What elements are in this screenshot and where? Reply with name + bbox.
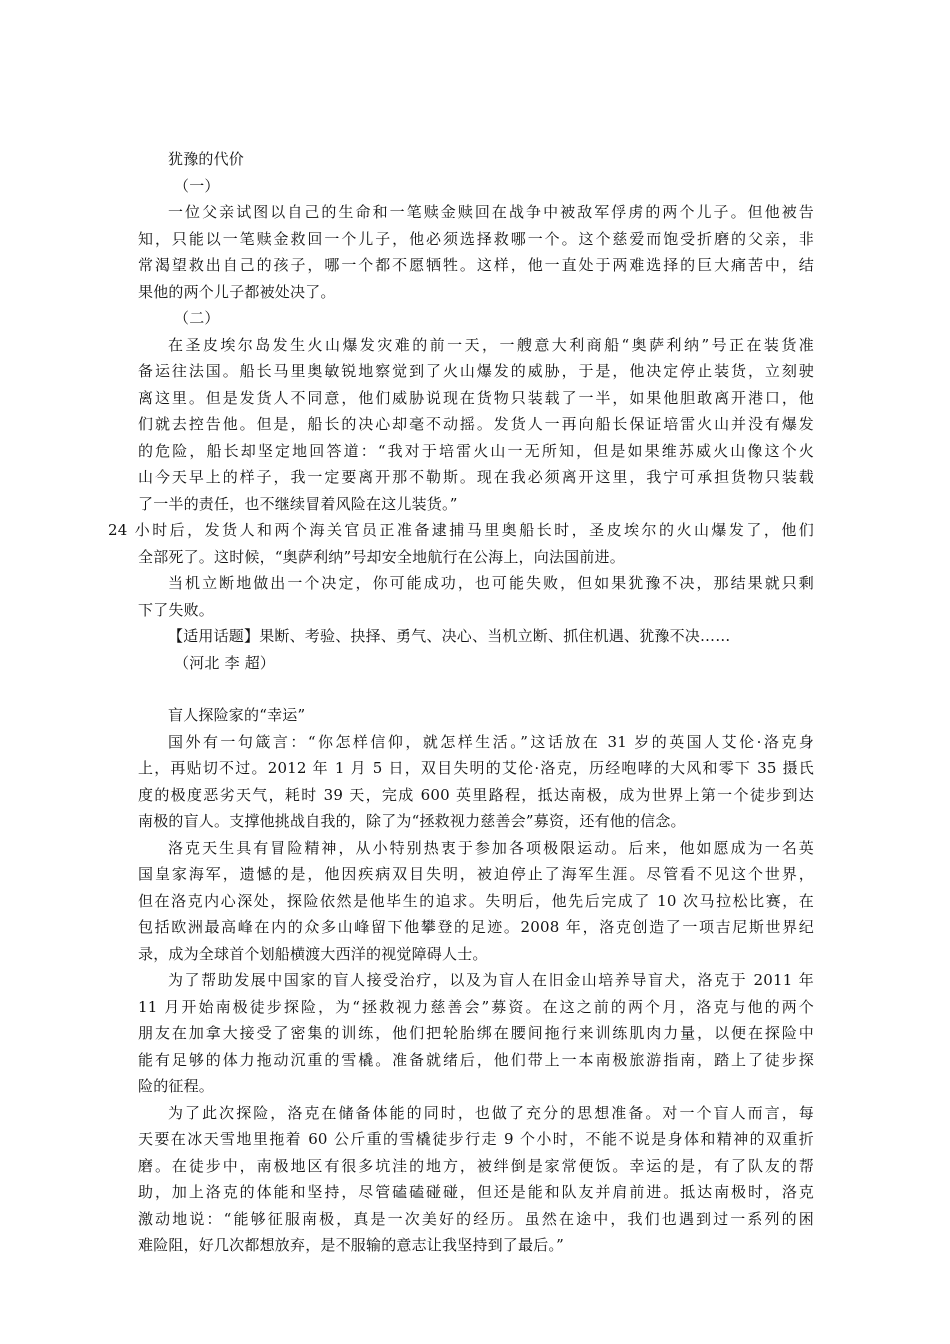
paragraph-father — [138, 199, 814, 305]
paragraph-line: 南极的盲人。支撑他挑战自我的，除了为“拯救视力慈善会”募资，还有他的信念。 — [138, 812, 686, 830]
paragraph-conclusion — [138, 570, 814, 623]
paragraph-line: 国皇家海军，遗憾的是，他因疾病双目失明，被迫停止了海军生涯。尽管看不见这个世界， — [138, 865, 814, 883]
paragraph-line: 包括欧洲最高峰在内的众多山峰留下他攀登的足迹。2008 年，洛克创造了一项吉尼斯世界纪 — [138, 918, 814, 936]
paragraph-line: 在圣皮埃尔岛发生火山爆发灾难的前一天，一艘意大利商船“奥萨利纳”号正在装货准 — [168, 335, 814, 354]
paragraph-line: 果他的两个儿子都被处决了。 — [138, 282, 336, 301]
paragraph-intro — [138, 729, 814, 835]
paragraph-line: 山今天早上的样子，我一定要离开那不勒斯。现在我必须离开这里，我宁可承担货物只装载 — [138, 468, 814, 486]
paragraph-preparation — [138, 967, 814, 1100]
paragraph-line: 离这里。但是发货人不同意，他们威胁说现在货物只装载了一半，如果他胆敢离开港口，他 — [138, 388, 814, 407]
document-page — [108, 146, 814, 1259]
paragraph-line: 常渴望救出自己的孩子，哪一个都不愿牺牲。这样，他一直处于两难选择的巨大痛苦中，结 — [138, 256, 814, 274]
paragraph-line: 了一半的责任，也不继续冒着风险在这儿装货。” — [138, 494, 458, 513]
paragraph-line: 险的征程。 — [138, 1077, 215, 1095]
paragraph-line: 录，成为全球首个划船横渡大西洋的视觉障碍人士。 — [138, 944, 488, 963]
paragraph-line: 助，加上洛克的体能和坚持，尽管磕磕碰碰，但还是能和队友并肩前进。抵达南极时，洛克 — [138, 1183, 814, 1201]
topics-line: 【适用话题】果断、考验、抉择、勇气、决心、当机立断、抓住机遇、犹豫不决…… — [168, 627, 731, 645]
article-title-blind-explorer: 盲人探险家的“幸运” — [168, 706, 306, 724]
paragraph-line: 的危险，船长却坚定地回答道：“我对于培雷火山一无所知，但是如果维苏威火山像这个火 — [138, 441, 814, 460]
paragraph-line: 上，再贴切不过。2012 年 1 月 5 日，双目失明的艾伦·洛克，历经咆哮的大风和零下 35 摄氏 — [138, 759, 814, 777]
paragraph-line: 为了帮助发展中国家的盲人接受治疗，以及为盲人在旧金山培养导盲犬，洛克于 2011 年 — [168, 971, 814, 989]
paragraph-line: 难险阻，好几次都想放弃，是不服输的意志让我坚持到了最后。” — [138, 1236, 564, 1254]
paragraph-line: 11 月开始南极徒步探险，为“拯救视力慈善会”募资。在这之前的两个月，洛克与他的两个 — [138, 997, 814, 1016]
paragraph-line: 备运往法国。船长马里奥敏锐地察觉到了火山爆发的威胁，于是，他决定停止装货，立刻驶 — [138, 362, 814, 380]
paragraph-line: 全部死了。这时候，“奥萨利纳”号却安全地航行在公海上，向法国前进。 — [138, 547, 625, 566]
paragraph-line: 们就去控告他。但是，船长的决心却毫不动摇。发货人一再向船长保证培雷火山并没有爆发 — [138, 415, 814, 433]
paragraph-background — [138, 835, 814, 968]
paragraph-eruption — [108, 517, 814, 570]
paragraph-line: 知，只能以一笔赎金救回一个儿子，他必须选择救哪一个。这个慈爱而饱受折磨的父亲，非 — [138, 229, 814, 248]
article-title-hesitation: 犹豫的代价 — [168, 150, 245, 168]
paragraph-line: 激动地说：“能够征服南极，真是一次美好的经历。虽然在途中，我们也遇到过一系列的困 — [138, 1209, 814, 1228]
paragraph-line: 当机立断地做出一个决定，你可能成功，也可能失败，但如果犹豫不决，那结果就只剩 — [168, 574, 814, 592]
paragraph-line: 一位父亲试图以自己的生命和一笔赎金赎回在战争中被敌军俘虏的两个儿子。但他被告 — [168, 203, 814, 221]
paragraph-line: 朋友在加拿大接受了密集的训练，他们把轮胎绑在腰间拖行来训练肌肉力量，以便在探险中 — [138, 1024, 814, 1042]
paragraph-line: 24 小时后，发货人和两个海关官员正准备逮捕马里奥船长时，圣皮埃尔的火山爆发了，他们 — [108, 521, 814, 539]
section-label-1: （一） — [174, 176, 220, 195]
paragraph-line: 但在洛克内心深处，探险依然是他毕生的追求。失明后，他先后完成了 10 次马拉松比赛，在 — [138, 891, 814, 910]
paragraph-line: 磨。在徒步中，南极地区有很多坑洼的地方，被绊倒是家常便饭。幸运的是，有了队友的帮 — [138, 1156, 814, 1175]
paragraph-line: 度的极度恶劣天气，耗时 39 天，完成 600 英里路程，抵达南极，成为世界上第一个徒步到达 — [138, 785, 814, 804]
paragraph-line: 洛克天生具有冒险精神，从小特别热衷于参加各项极限运动。后来，他如愿成为一名英 — [168, 838, 814, 857]
paragraph-line: 天要在冰天雪地里拖着 60 公斤重的雪橇徒步行走 9 个小时，不能不说是身体和精神的双重折 — [138, 1130, 814, 1148]
paragraph-line: 为了此次探险，洛克在储备体能的同时，也做了充分的思想准备。对一个盲人而言，每 — [168, 1103, 814, 1122]
author-line: （河北 李 超） — [174, 653, 276, 672]
paragraph-line: 下了失败。 — [138, 600, 215, 619]
paragraph-ship — [138, 332, 814, 518]
paragraph-journey — [138, 1100, 814, 1259]
section-spacer — [138, 676, 814, 702]
paragraph-line: 国外有一句箴言：“你怎样信仰，就怎样生活。”这话放在 31 岁的英国人艾伦·洛克身 — [168, 732, 814, 751]
section-label-2: （二） — [174, 309, 220, 327]
paragraph-line: 能有足够的体力拖动沉重的雪橇。准备就绪后，他们带上一本南极旅游指南，踏上了徒步探 — [138, 1050, 814, 1069]
